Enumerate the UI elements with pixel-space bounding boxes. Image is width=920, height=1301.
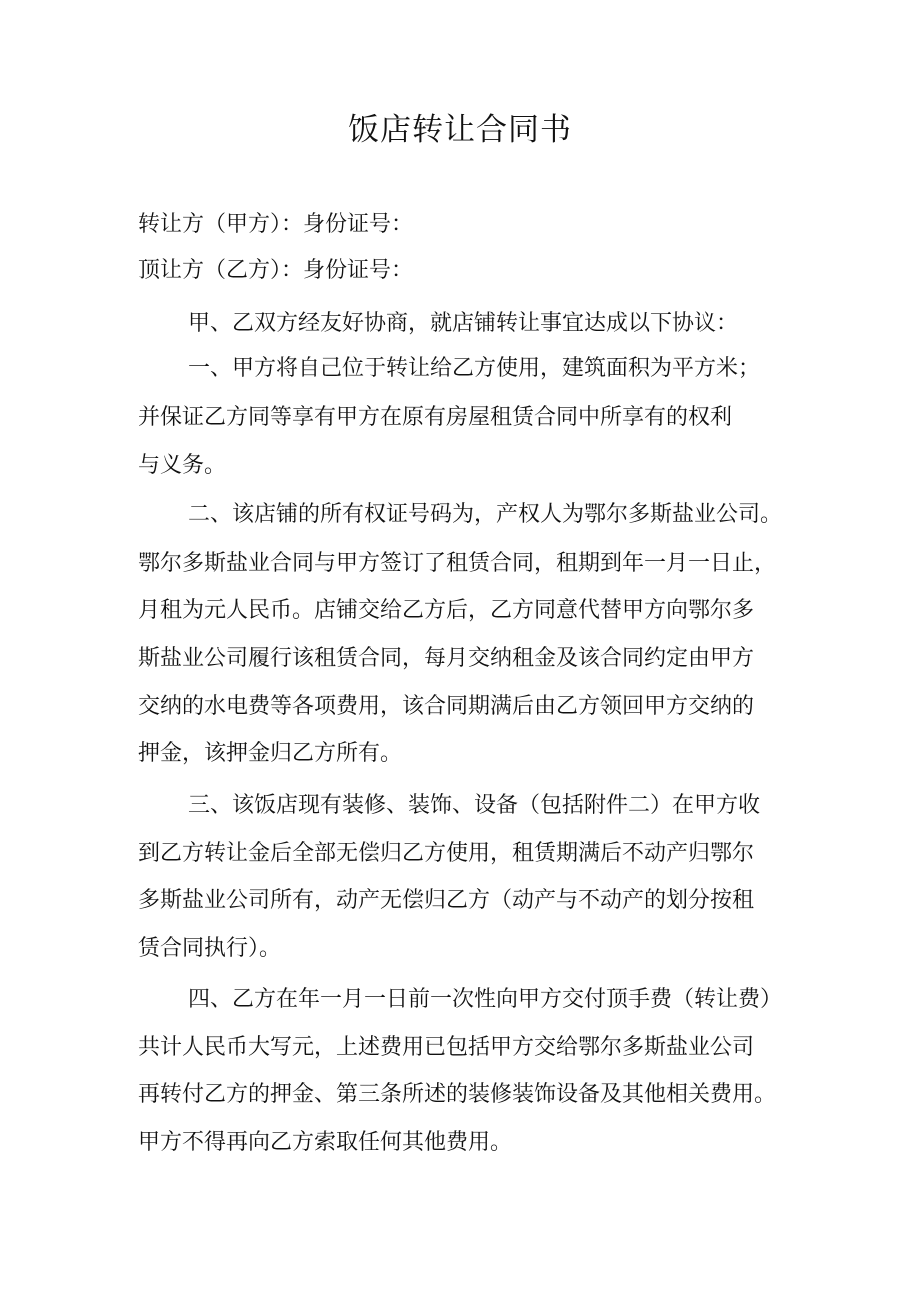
intro-paragraph: 甲、乙双方经友好协商，就店铺转让事宜达成以下协议： <box>188 311 739 336</box>
clause-1-line-1: 一、甲方将自己位于转让给乙方使用，建筑面积为平方米； <box>188 356 761 381</box>
clause-3-line-2: 到乙方转让金后全部无偿归乙方使用，租赁期满后不动产归鄂尔 <box>138 841 755 866</box>
clause-4-line-4: 甲方不得再向乙方索取任何其他费用。 <box>138 1130 513 1155</box>
clause-3-line-4: 赁合同执行）。 <box>138 936 282 961</box>
party-b-line: 顶让方（乙方）：身份证号： <box>138 258 414 283</box>
clause-3-line-1: 三、该饭店现有装修、装饰、设备（包括附件二）在甲方收 <box>188 793 761 818</box>
clause-2-line-3: 月租为元人民币。店铺交给乙方后，乙方同意代替甲方向鄂尔多 <box>138 598 755 623</box>
clause-2-line-6: 押金，该押金归乙方所有。 <box>138 741 403 766</box>
clause-1-line-2: 并保证乙方同等享有甲方在原有房屋租赁合同中所享有的权利 <box>138 405 733 430</box>
clause-3-line-3: 多斯盐业公司所有，动产无偿归乙方（动产与不动产的划分按租 <box>138 888 755 913</box>
clause-2-line-4: 斯盐业公司履行该租赁合同，每月交纳租金及该合同约定由甲方 <box>138 646 755 671</box>
party-a-line: 转让方（甲方）：身份证号： <box>138 212 414 237</box>
clause-4-line-2: 共计人民币大写元，上述费用已包括甲方交给鄂尔多斯盐业公司 <box>138 1035 755 1060</box>
clause-4-line-1: 四、乙方在年一月一日前一次性向甲方交付顶手费（转让费） <box>188 987 783 1012</box>
clause-2-line-5: 交纳的水电费等各项费用，该合同期满后由乙方领回甲方交纳的 <box>138 694 755 719</box>
clause-2-line-2: 鄂尔多斯盐业合同与甲方签订了租赁合同，租期到年一月一日止， <box>138 551 777 576</box>
clause-1-line-3: 与义务。 <box>138 453 227 478</box>
clause-2-line-1: 二、该店铺的所有权证号码为，产权人为鄂尔多斯盐业公司。 <box>188 502 783 527</box>
document-title: 饭店转让合同书 <box>348 112 572 148</box>
clause-4-line-3: 再转付乙方的押金、第三条所述的装修装饰设备及其他相关费用。 <box>138 1082 777 1107</box>
